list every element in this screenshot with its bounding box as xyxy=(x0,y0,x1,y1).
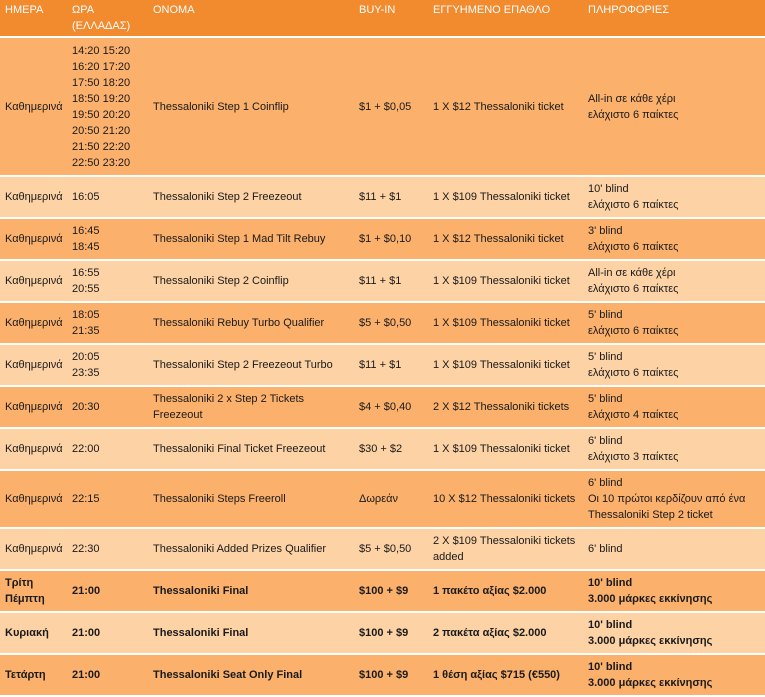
info-cell-line: 6' blind xyxy=(588,477,623,489)
time-cell-line: 22:30 xyxy=(72,543,100,555)
info-cell-line: ελάχιστο 4 παίκτες xyxy=(588,409,679,421)
prize-cell: 1 X $109 Thessaloniki ticket xyxy=(428,345,583,385)
prize-cell: 10 X $12 Thessaloniki tickets xyxy=(428,471,583,527)
info-cell-line: 3.000 μάρκες εκκίνησης xyxy=(588,593,713,605)
info-cell-line: 10' blind xyxy=(588,661,633,673)
time-cell-line: 18:05 xyxy=(72,309,100,321)
info-cell-line: Οι 10 πρώτοι κερδίζουν από ένα xyxy=(588,493,746,505)
buyin-cell: $100 + $9 xyxy=(354,655,428,695)
time-cell-line: 17:50 18:20 xyxy=(72,76,131,89)
prize-cell: 2 X $12 Thessaloniki tickets xyxy=(428,387,583,427)
buyin-cell: $1 + $0,10 xyxy=(354,219,428,259)
time-cell-line: 23:35 xyxy=(72,367,100,379)
time-cell xyxy=(67,177,148,217)
info-cell-line: 5' blind xyxy=(588,309,623,321)
name-cell: Thessaloniki Final Ticket Freezeout xyxy=(148,429,354,469)
header-name: ΟΝΟΜΑ xyxy=(148,0,354,36)
time-cell-line: 18:45 xyxy=(72,241,100,253)
info-cell-line: 10' blind xyxy=(588,619,633,631)
name-cell: Thessaloniki Step 2 Freezeout Turbo xyxy=(148,345,354,385)
header-row xyxy=(0,0,765,36)
info-cell xyxy=(583,345,765,385)
info-cell-line: 3.000 μάρκες εκκίνησης xyxy=(588,677,713,689)
time-cell xyxy=(67,387,148,427)
prize-cell: 1 X $109 Thessaloniki ticket xyxy=(428,177,583,217)
prize-cell: 1 θέση αξίας $715 (€550) xyxy=(428,655,583,695)
time-cell-line: 16:05 xyxy=(72,191,100,203)
buyin-cell: $100 + $9 xyxy=(354,613,428,653)
info-cell xyxy=(583,261,765,301)
info-cell-line: All-in σε κάθε χέρι xyxy=(588,267,676,279)
info-cell-line: All-in σε κάθε χέρι xyxy=(588,92,676,105)
info-cell xyxy=(583,38,765,175)
day-cell: Καθημερινά xyxy=(0,529,67,569)
info-cell-line: ελάχιστο 6 παίκτες xyxy=(588,283,679,295)
day-cell: Καθημερινά xyxy=(0,303,67,343)
prize-cell: 1 X $109 Thessaloniki ticket xyxy=(428,429,583,469)
info-cell-line: 5' blind xyxy=(588,351,623,363)
table-row xyxy=(0,303,765,343)
time-cell-line: 22:00 xyxy=(72,443,100,455)
time-cell-line: 16:55 xyxy=(72,267,100,279)
info-cell-line: 10' blind xyxy=(588,577,633,589)
time-cell xyxy=(67,261,148,301)
name-cell: Thessaloniki Added Prizes Qualifier xyxy=(148,529,354,569)
time-cell-line: 20:50 21:20 xyxy=(72,124,131,137)
time-cell-line: 21:00 xyxy=(72,585,101,597)
buyin-cell: $100 + $9 xyxy=(354,571,428,611)
name-cell: Thessaloniki Steps Freeroll xyxy=(148,471,354,527)
time-cell-line: 16:20 17:20 xyxy=(72,60,131,73)
info-cell xyxy=(583,571,765,611)
name-cell: Thessaloniki Step 1 Mad Tilt Rebuy xyxy=(148,219,354,259)
info-cell-line: 3' blind xyxy=(588,225,623,237)
table-row xyxy=(0,345,765,385)
name-cell: Thessaloniki Final xyxy=(148,571,354,611)
prize-cell: 1 πακέτο αξίας $2.000 xyxy=(428,571,583,611)
name-cell: Thessaloniki 2 x Step 2 Tickets Freezeout xyxy=(148,387,354,427)
day-cell: Τρίτη Πέμπτη xyxy=(0,571,67,611)
info-cell-line: ελάχιστο 6 παίκτες xyxy=(588,325,679,337)
day-cell: Καθημερινά xyxy=(0,387,67,427)
buyin-cell: $30 + $2 xyxy=(354,429,428,469)
time-cell-line: 20:30 xyxy=(72,401,100,413)
header-time: ΩΡΑ (ΕΛΛΑΔΑΣ) xyxy=(67,0,148,36)
day-cell: Καθημερινά xyxy=(0,261,67,301)
time-cell xyxy=(67,219,148,259)
prize-cell: 1 X $12 Thessaloniki ticket xyxy=(428,38,583,175)
time-cell xyxy=(67,38,148,175)
time-cell-line: 21:00 xyxy=(72,669,101,681)
info-cell-line: 3.000 μάρκες εκκίνησης xyxy=(588,635,713,647)
info-cell-line: 6' blind xyxy=(588,435,623,447)
time-cell-line: 20:05 xyxy=(72,351,100,363)
time-cell xyxy=(67,303,148,343)
name-cell: Thessaloniki Step 2 Freezeout xyxy=(148,177,354,217)
time-cell-line: 18:50 19:20 xyxy=(72,92,131,105)
info-cell xyxy=(583,655,765,695)
prize-cell: 2 X $109 Thessaloniki tickets added xyxy=(428,529,583,569)
buyin-cell: $11 + $1 xyxy=(354,177,428,217)
info-cell-line: Thessaloniki Step 2 ticket xyxy=(588,509,713,521)
buyin-cell: $1 + $0,05 xyxy=(354,38,428,175)
info-cell-line: ελάχιστο 6 παίκτες xyxy=(588,367,679,379)
prize-cell: 1 X $109 Thessaloniki ticket xyxy=(428,303,583,343)
day-cell: Καθημερινά xyxy=(0,345,67,385)
buyin-cell: Δωρεάν xyxy=(354,471,428,527)
time-cell-line: 19:50 20:20 xyxy=(72,108,131,121)
table-row xyxy=(0,387,765,427)
day-cell: Κυριακή xyxy=(0,613,67,653)
day-cell: Τετάρτη xyxy=(0,655,67,695)
time-cell-line: 16:45 xyxy=(72,225,100,237)
info-cell xyxy=(583,429,765,469)
info-cell-line: 6' blind xyxy=(588,543,623,555)
info-cell xyxy=(583,387,765,427)
name-cell: Thessaloniki Final xyxy=(148,613,354,653)
table-row xyxy=(0,429,765,469)
table-row xyxy=(0,177,765,217)
time-cell-line: 21:50 22:20 xyxy=(72,140,131,153)
info-cell-line: 10' blind xyxy=(588,183,629,195)
table-row xyxy=(0,571,765,611)
time-cell xyxy=(67,529,148,569)
time-cell-line: 21:35 xyxy=(72,325,100,337)
table-row xyxy=(0,613,765,653)
info-cell xyxy=(583,471,765,527)
table-row xyxy=(0,529,765,569)
info-cell-line: ελάχιστο 3 παίκτες xyxy=(588,451,679,463)
header-buyin: BUY-IN xyxy=(354,0,428,36)
info-cell-line: ελάχιστο 6 παίκτες xyxy=(588,108,679,121)
buyin-cell: $5 + $0,50 xyxy=(354,303,428,343)
time-cell xyxy=(67,655,148,695)
info-cell-line: 5' blind xyxy=(588,393,623,405)
buyin-cell: $11 + $1 xyxy=(354,345,428,385)
name-cell: Thessaloniki Rebuy Turbo Qualifier xyxy=(148,303,354,343)
header-day: ΗΜΕΡΑ xyxy=(0,0,67,36)
day-cell: Καθημερινά xyxy=(0,471,67,527)
info-cell-line: ελάχιστο 6 παίκτες xyxy=(588,241,679,253)
prize-cell: 2 πακέτα αξίας $2.000 xyxy=(428,613,583,653)
time-cell-line: 20:55 xyxy=(72,283,100,295)
table-row xyxy=(0,219,765,259)
info-cell xyxy=(583,177,765,217)
day-cell: Καθημερινά xyxy=(0,177,67,217)
time-cell-line: 21:00 xyxy=(72,627,101,639)
header-info: ΠΛΗΡΟΦΟΡΙΕΣ xyxy=(583,0,765,36)
day-cell: Καθημερινά xyxy=(0,38,67,175)
header-prize: ΕΓΓΥΗΜΕΝΟ ΕΠΑΘΛΟ xyxy=(428,0,583,36)
buyin-cell: $11 + $1 xyxy=(354,261,428,301)
time-cell xyxy=(67,571,148,611)
time-cell xyxy=(67,613,148,653)
time-cell-line: 22:15 xyxy=(72,493,100,505)
time-cell-line: 22:50 23:20 xyxy=(72,156,131,169)
name-cell: Thessaloniki Seat Only Final xyxy=(148,655,354,695)
name-cell: Thessaloniki Step 2 Coinflip xyxy=(148,261,354,301)
info-cell xyxy=(583,529,765,569)
day-cell: Καθημερινά xyxy=(0,429,67,469)
prize-cell: 1 X $12 Thessaloniki ticket xyxy=(428,219,583,259)
info-cell xyxy=(583,613,765,653)
time-cell xyxy=(67,471,148,527)
info-cell xyxy=(583,303,765,343)
prize-cell: 1 X $109 Thessaloniki ticket xyxy=(428,261,583,301)
buyin-cell: $4 + $0,40 xyxy=(354,387,428,427)
time-cell xyxy=(67,429,148,469)
name-cell: Thessaloniki Step 1 Coinflip xyxy=(148,38,354,175)
table-row xyxy=(0,261,765,301)
info-cell xyxy=(583,219,765,259)
table-row xyxy=(0,38,765,175)
table-row xyxy=(0,471,765,527)
day-cell: Καθημερινά xyxy=(0,219,67,259)
time-cell xyxy=(67,345,148,385)
table-row xyxy=(0,655,765,695)
info-cell-line: ελάχιστο 6 παίκτες xyxy=(588,199,679,211)
buyin-cell: $5 + $0,50 xyxy=(354,529,428,569)
time-cell-line: 14:20 15:20 xyxy=(72,44,131,57)
